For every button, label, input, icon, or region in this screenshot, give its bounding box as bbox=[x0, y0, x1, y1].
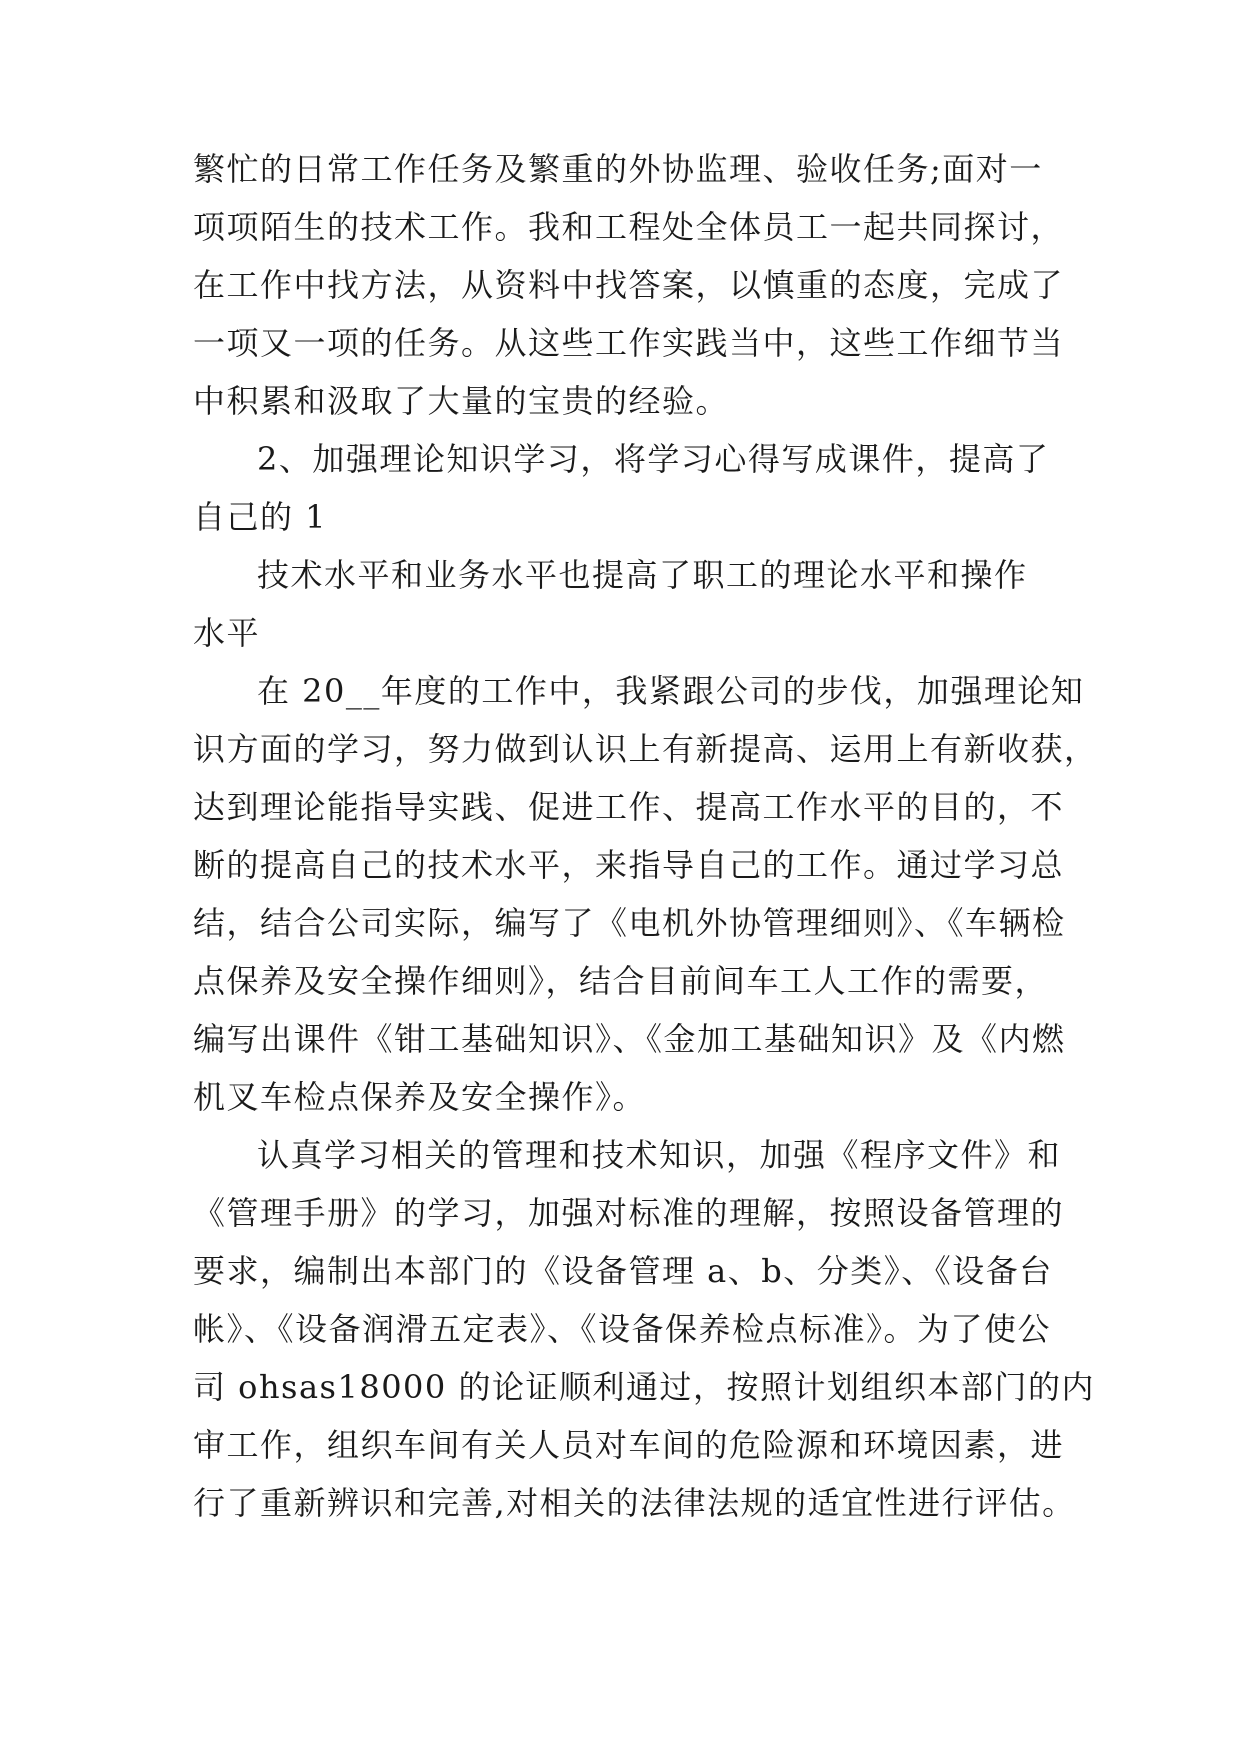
text-line: 达到理论能指导实践、促进工作、提高工作水平的目的，不 bbox=[193, 788, 1065, 826]
paragraph-work-tasks bbox=[193, 140, 1065, 430]
text-line: 编写出课件《钳工基础知识》、《金加工基础知识》及《内燃 bbox=[193, 1020, 1066, 1058]
text-line: 繁忙的日常工作任务及繁重的外协监理、验收任务;面对一 bbox=[193, 150, 1043, 188]
text-line: 在工作中找方法，从资料中找答案，以慎重的态度，完成了 bbox=[193, 266, 1065, 304]
text-line: 要求，编制出本部门的《设备管理 a、b、分类》、《设备台 bbox=[193, 1252, 1053, 1290]
text-line: 断的提高自己的技术水平，来指导自己的工作。通过学习总 bbox=[193, 846, 1065, 884]
text-line: 技术水平和业务水平也提高了职工的理论水平和操作 bbox=[257, 556, 1028, 594]
paragraph-section-2-heading bbox=[193, 430, 1055, 546]
text-line: 机叉车检点保养及安全操作》。 bbox=[193, 1078, 647, 1116]
text-line: 自己的 1 bbox=[193, 498, 328, 536]
text-line: 司 ohsas18000 的论证顺利通过，按照计划组织本部门的内 bbox=[193, 1368, 1095, 1406]
text-line: 中积累和汲取了大量的宝贵的经验。 bbox=[193, 382, 730, 420]
text-line: 审工作，组织车间有关人员对车间的危险源和环境因素，进 bbox=[193, 1426, 1065, 1464]
text-line: 点保养及安全操作细则》，结合目前间车工人工作的需要， bbox=[193, 962, 1049, 1000]
paragraph-annual-study bbox=[193, 662, 1098, 1126]
text-line: 帐》、《设备润滑五定表》、《设备保养检点标准》。为了使公 bbox=[193, 1310, 1052, 1348]
text-line: 一项又一项的任务。从这些工作实践当中，这些工作细节当 bbox=[193, 324, 1065, 362]
text-line: 《管理手册》的学习，加强对标准的理解，按照设备管理的 bbox=[193, 1194, 1065, 1232]
text-line: 项项陌生的技术工作。我和工程处全体员工一起共同探讨， bbox=[193, 208, 1065, 246]
document-page bbox=[193, 140, 1098, 1532]
text-line: 认真学习相关的管理和技术知识，加强《程序文件》和 bbox=[257, 1136, 1062, 1174]
text-line: 识方面的学习，努力做到认识上有新提高、运用上有新收获， bbox=[193, 730, 1098, 768]
text-line: 水平 bbox=[193, 614, 261, 652]
paragraph-section-2-continued bbox=[193, 546, 1055, 662]
text-line: 行了重新辨识和完善,对相关的法律法规的适宜性进行评估。 bbox=[193, 1484, 1076, 1522]
text-line: 在 20__年度的工作中，我紧跟公司的步伐，加强理论知 bbox=[257, 672, 1085, 710]
paragraph-management-knowledge bbox=[193, 1126, 1095, 1532]
text-line: 结，结合公司实际，编写了《电机外协管理细则》、《车辆检 bbox=[193, 904, 1066, 942]
text-line: 2、加强理论知识学习，将学习心得写成课件，提高了 bbox=[257, 440, 1050, 478]
